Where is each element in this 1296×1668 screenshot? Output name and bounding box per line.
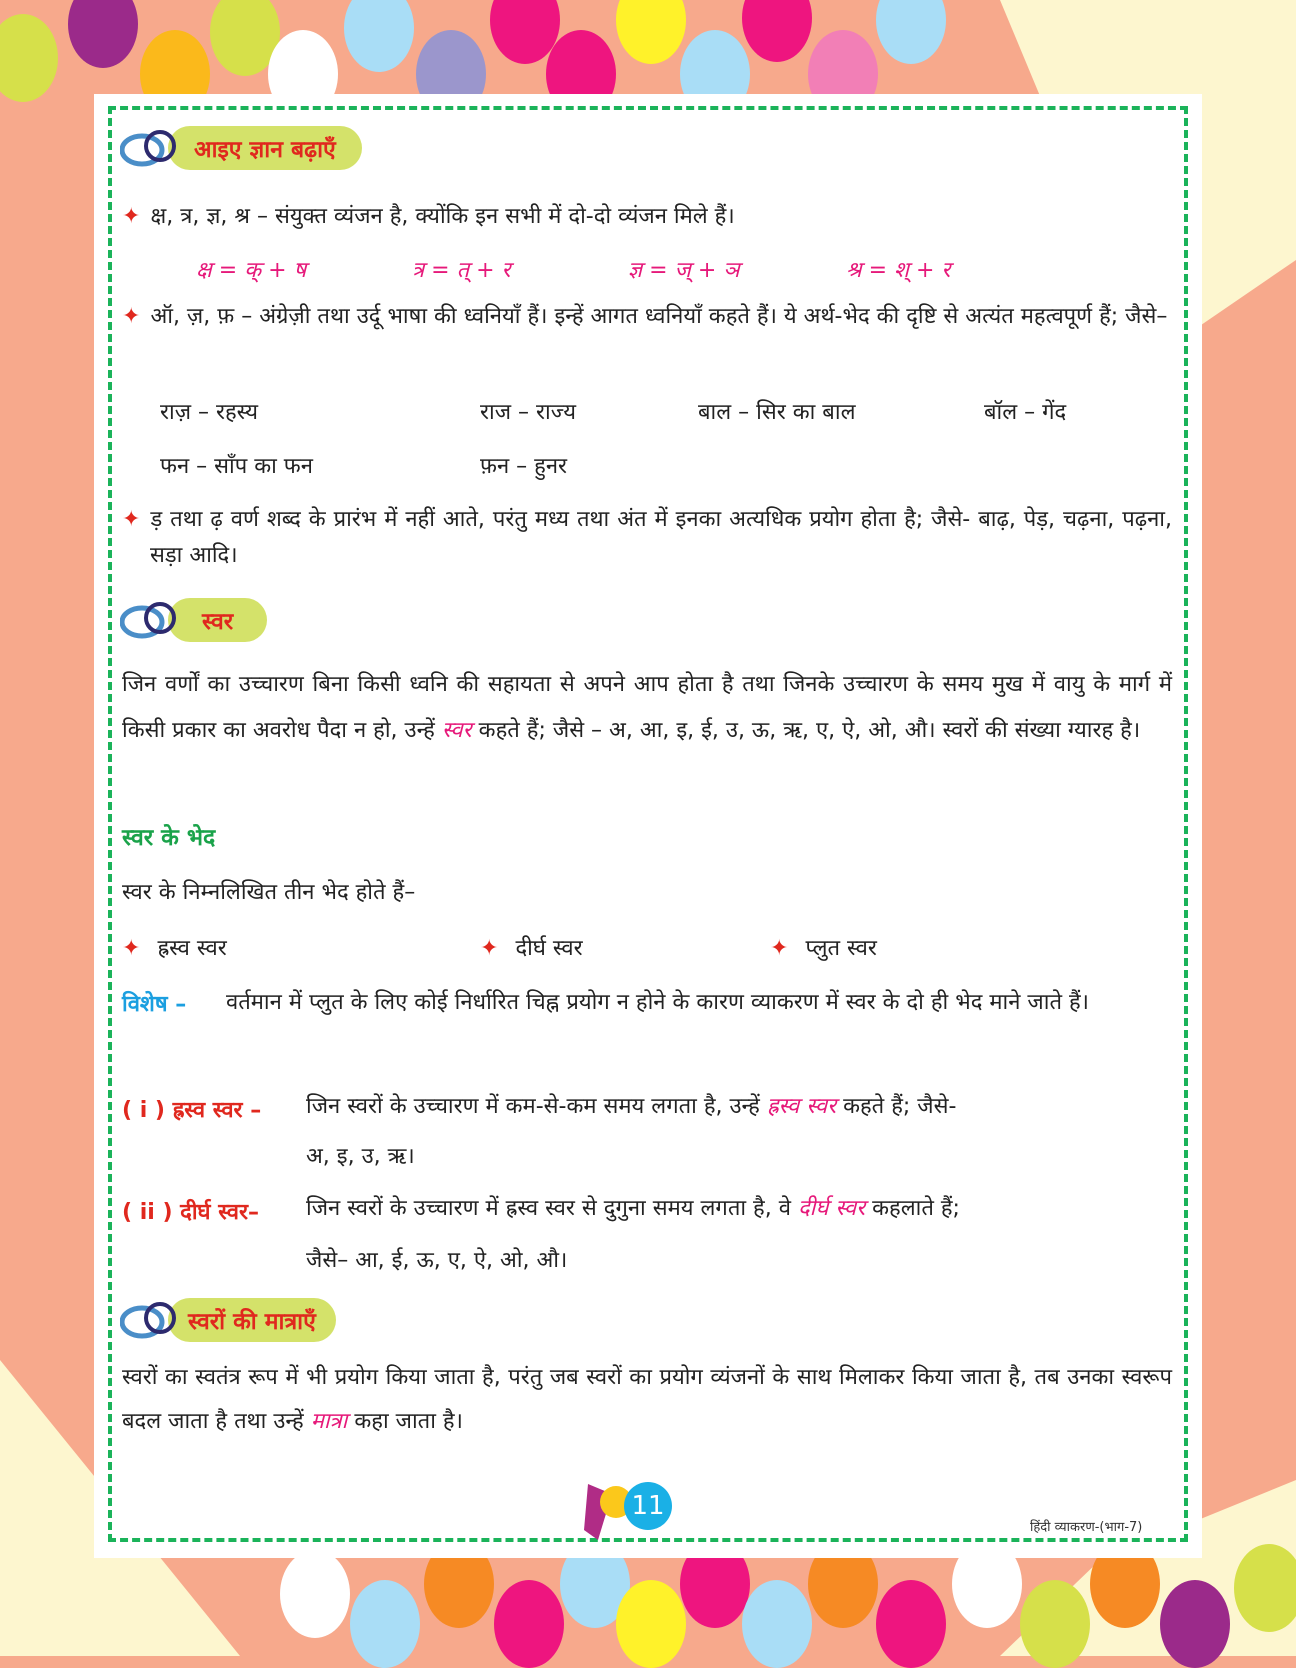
decor-dot bbox=[616, 1580, 686, 1668]
page-ribbon-icon bbox=[578, 1484, 630, 1542]
bullet-conjunct-consonants: ✦ क्ष, त्र, ज्ञ, श्र – संयुक्त व्यंजन है, क्योंकि इन सभी में दो-दो व्यंजन मिले हैं। bbox=[122, 204, 735, 229]
section-heading-swar bbox=[120, 598, 267, 642]
swar-types-intro: स्वर के निम्नलिखित तीन भेद होते हैं– bbox=[122, 880, 416, 905]
section-heading-matra bbox=[120, 1298, 336, 1342]
swar-type-item: ✦ प्लुत स्वर bbox=[770, 936, 877, 961]
example: फन – साँप का फन bbox=[160, 454, 313, 479]
decor-dot bbox=[494, 1580, 564, 1668]
decor-dot bbox=[1020, 1580, 1090, 1668]
example: बाल – सिर का बाल bbox=[698, 400, 856, 425]
note-label: विशेष – bbox=[122, 992, 187, 1017]
swoosh-icon bbox=[120, 128, 178, 168]
bullet-foreign-sounds: ✦ ऑ, ज़, फ़ – अंग्रेज़ी तथा उर्दू भाषा की ध्वनियाँ हैं। इन्हें आगत ध्वनियाँ कहते हैं। ये अर्थ-भेद की दृष्टि से अत्यंत महत्वपूर्ण हैं; जैसे– bbox=[122, 304, 1168, 329]
formula: श्र = श् + र bbox=[846, 258, 951, 283]
decor-dot bbox=[876, 1580, 946, 1668]
section-heading-label: आइए ज्ञान बढ़ाएँ bbox=[168, 126, 362, 170]
def-dirgha-examples: जैसे– आ, ई, ऊ, ए, ऐ, ओ, औ। bbox=[306, 1248, 568, 1273]
section-heading-label: स्वर bbox=[168, 598, 267, 642]
swoosh-icon bbox=[120, 1300, 178, 1340]
swar-type-item: ✦ दीर्घ स्वर bbox=[480, 936, 583, 961]
decor-dot bbox=[1160, 1580, 1230, 1668]
example: राज – राज्य bbox=[480, 400, 577, 425]
formula: त्र = त् + र bbox=[412, 258, 511, 283]
section-heading-knowledge bbox=[120, 126, 362, 170]
def-hrasva-text: जिन स्वरों के उच्चारण में कम-से-कम समय लगता है, उन्हें ह्रस्व स्वर कहते हैं; जैसे- bbox=[306, 1094, 957, 1119]
def-dirgha-label: ( ii ) दीर्घ स्वर– bbox=[122, 1200, 259, 1225]
decor-dot bbox=[1234, 1544, 1296, 1632]
formula: क्ष = क् + ष bbox=[196, 258, 307, 283]
example: फ़न – हुनर bbox=[480, 454, 568, 479]
decor-dot bbox=[742, 1580, 812, 1668]
swoosh-icon bbox=[120, 600, 178, 640]
book-title: हिंदी व्याकरण-(भाग-7) bbox=[1030, 1520, 1143, 1535]
def-hrasva-label: ( i ) ह्रस्व स्वर – bbox=[122, 1098, 262, 1123]
decor-dot bbox=[280, 1550, 350, 1638]
star-bullet-icon: ✦ bbox=[122, 204, 141, 229]
subheading-swar-types: स्वर के भेद bbox=[122, 825, 216, 851]
note-text: वर्तमान में प्लुत के लिए कोई निर्धारित चिह्न प्रयोग न होने के कारण व्याकरण में स्वर के दो ही भेद माने जाते हैं। bbox=[226, 990, 1089, 1015]
def-dirgha-text: जिन स्वरों के उच्चारण में ह्रस्व स्वर से दुगुना समय लगता है, वे दीर्घ स्वर कहलाते हैं; bbox=[306, 1196, 960, 1221]
section-heading-label: स्वरों की मात्राएँ bbox=[168, 1298, 336, 1342]
example: बॉल – गेंद bbox=[984, 400, 1067, 425]
page-number: 11 bbox=[624, 1482, 672, 1530]
swar-type-item: ✦ ह्रस्व स्वर bbox=[122, 936, 227, 961]
decor-dot bbox=[350, 1580, 420, 1668]
matra-definition: स्वरों का स्वतंत्र रूप में भी प्रयोग किया जाता है, परंतु जब स्वरों का प्रयोग व्यंजनों के साथ मिलाकर किया जाता है, तब उनका स्वरूप बदल जाता है तथा उन्हें मात्रा कहा जाता है। bbox=[122, 1365, 1172, 1434]
swar-definition: जिन वर्णों का उच्चारण बिना किसी ध्वनि की सहायता से अपने आप होता है तथा जिनके उच्चारण के समय मुख में वायु के मार्ग में किसी प्रकार का अवरोध पैदा न हो, उन्हें स्वर कहते हैं; जैसे – अ, आ, इ, ई, उ, ऊ, ऋ, ए, ऐ, ओ, औ। स्वरों की संख्या ग्यारह है। bbox=[122, 672, 1172, 743]
bullet-dha-ra: ✦ ड़ तथा ढ़ वर्ण शब्द के प्रारंभ में नहीं आते, परंतु मध्य तथा अंत में इनका अत्यधिक प्रयोग होता है; जैसे- बाढ़, पेड़, चढ़ना, पढ़ना, सड़ा आदि। bbox=[122, 507, 1172, 568]
def-hrasva-examples: अ, इ, उ, ऋ। bbox=[306, 1144, 415, 1169]
star-bullet-icon: ✦ bbox=[122, 507, 141, 532]
star-bullet-icon: ✦ bbox=[122, 304, 141, 329]
example: राज़ – रहस्य bbox=[160, 400, 259, 425]
formula: ज्ञ = ज् + ञ bbox=[628, 258, 740, 283]
